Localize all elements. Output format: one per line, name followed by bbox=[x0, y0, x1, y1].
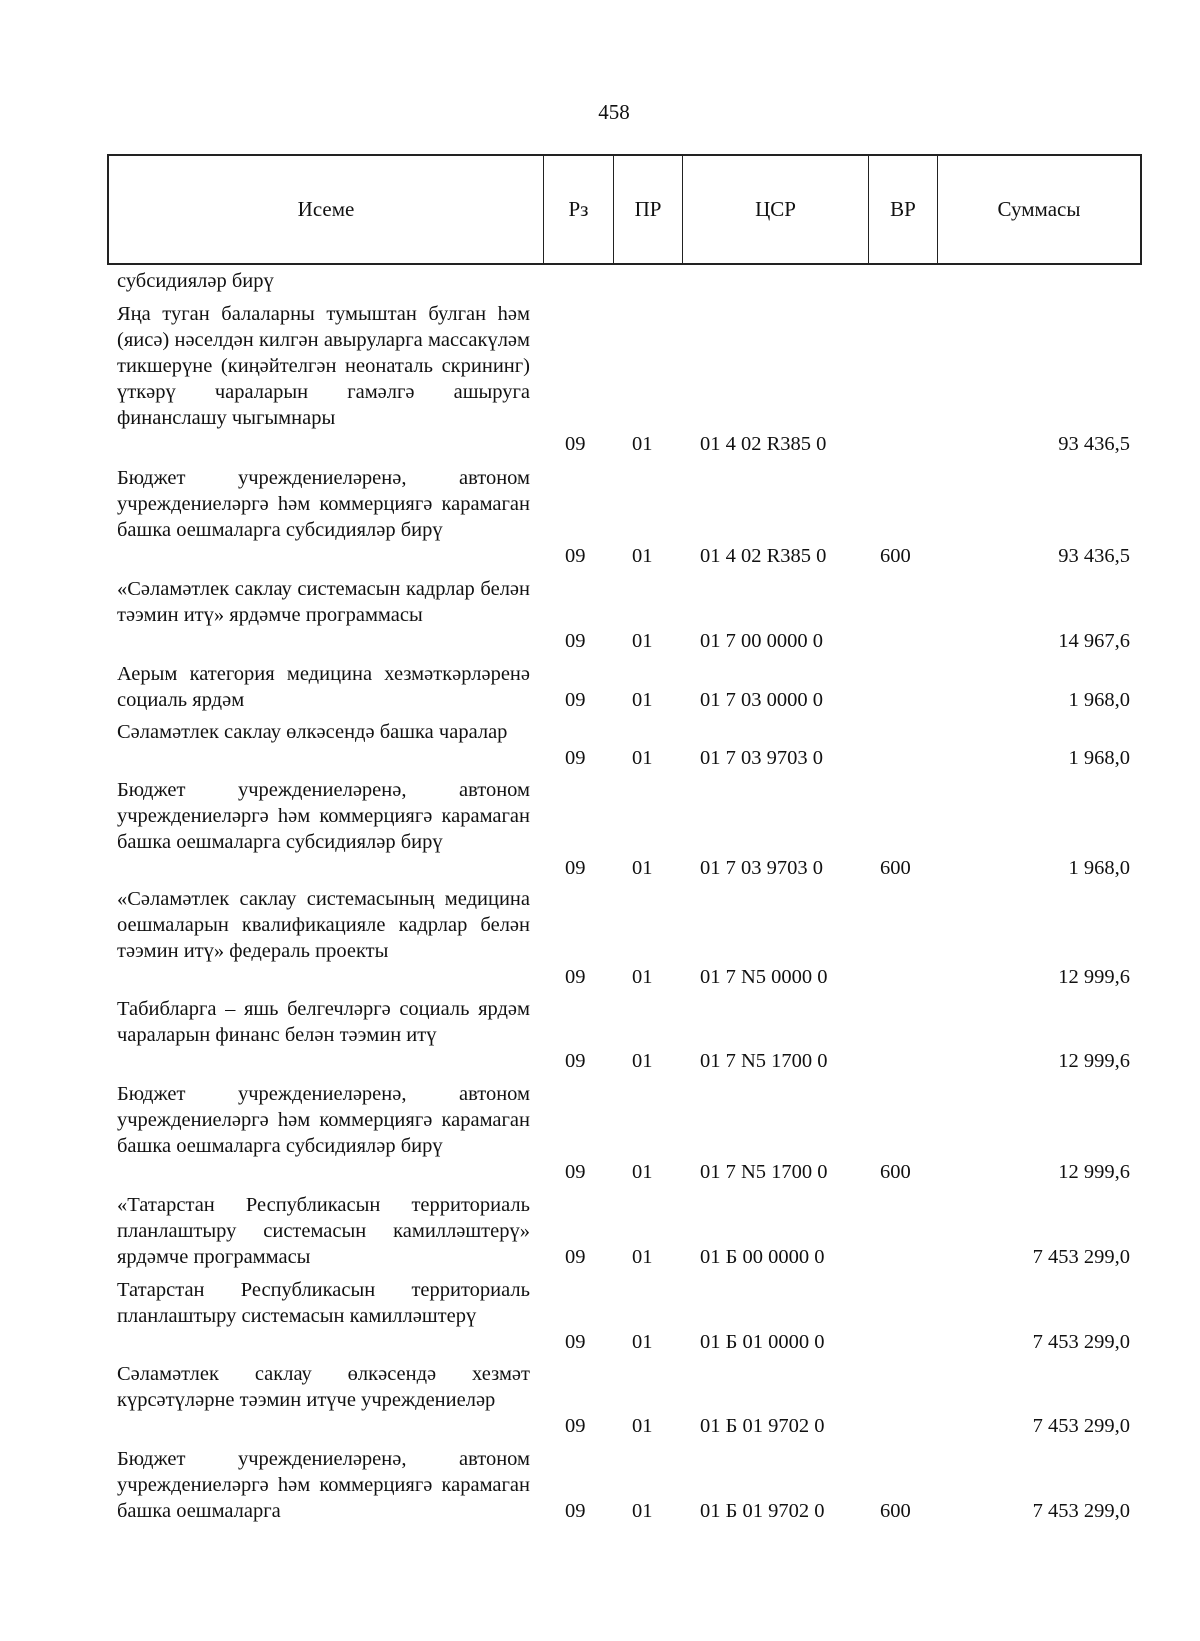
row-csr: 01 7 N5 1700 0 bbox=[700, 1050, 828, 1072]
row-pr: 01 bbox=[632, 1246, 653, 1268]
row-sum: 14 967,6 bbox=[1058, 630, 1130, 652]
row-csr: 01 4 02 R385 0 bbox=[700, 545, 827, 567]
row-csr: 01 7 00 0000 0 bbox=[700, 630, 823, 652]
row-name: «Сәламәтлек саклау системасының медицина оешмаларын квалификацияле кадрлар белән тәэмин итү» федераль проекты bbox=[117, 888, 530, 962]
row-rz: 09 bbox=[565, 1331, 586, 1353]
row-pr: 01 bbox=[632, 1331, 653, 1353]
row-pr: 01 bbox=[632, 1500, 653, 1522]
column-header-rz: Рз bbox=[544, 156, 614, 263]
row-pr: 01 bbox=[632, 689, 653, 711]
row-vr: 600 bbox=[880, 1500, 911, 1522]
row-name: субсидияләр бирү bbox=[117, 270, 274, 292]
row-rz: 09 bbox=[565, 966, 586, 988]
row-csr: 01 4 02 R385 0 bbox=[700, 433, 827, 455]
row-sum: 7 453 299,0 bbox=[1032, 1331, 1130, 1353]
row-sum: 12 999,6 bbox=[1058, 1050, 1130, 1072]
row-csr: 01 7 03 9703 0 bbox=[700, 857, 823, 879]
row-rz: 09 bbox=[565, 1500, 586, 1522]
row-csr: 01 7 N5 0000 0 bbox=[700, 966, 828, 988]
row-rz: 09 bbox=[565, 1415, 586, 1437]
row-name: «Сәламәтлек саклау системасын кадрлар белән тәэмин итү» ярдәмче программасы bbox=[117, 578, 530, 626]
row-pr: 01 bbox=[632, 433, 653, 455]
row-csr: 01 Б 01 0000 0 bbox=[700, 1331, 825, 1353]
row-csr: 01 Б 01 9702 0 bbox=[700, 1500, 825, 1522]
row-rz: 09 bbox=[565, 545, 586, 567]
row-pr: 01 bbox=[632, 545, 653, 567]
row-sum: 1 968,0 bbox=[1068, 689, 1130, 711]
row-rz: 09 bbox=[565, 1161, 586, 1183]
row-rz: 09 bbox=[565, 630, 586, 652]
row-name: Табибларга – яшь белгечләргә социаль ярдәм чараларын финанс белән тәэмин итү bbox=[117, 998, 530, 1046]
row-pr: 01 bbox=[632, 857, 653, 879]
row-name: Бюджет учреждениеләренә, автоном учреждениеләргә һәм коммерциягә карамаган башка оешмаларга субсидияләр бирү bbox=[117, 467, 530, 541]
row-sum: 12 999,6 bbox=[1058, 1161, 1130, 1183]
row-sum: 7 453 299,0 bbox=[1032, 1246, 1130, 1268]
row-rz: 09 bbox=[565, 857, 586, 879]
row-csr: 01 7 N5 1700 0 bbox=[700, 1161, 828, 1183]
row-csr: 01 7 03 0000 0 bbox=[700, 689, 823, 711]
row-vr: 600 bbox=[880, 857, 911, 879]
row-sum: 12 999,6 bbox=[1058, 966, 1130, 988]
row-vr: 600 bbox=[880, 1161, 911, 1183]
row-pr: 01 bbox=[632, 630, 653, 652]
row-rz: 09 bbox=[565, 747, 586, 769]
row-sum: 93 436,5 bbox=[1058, 433, 1130, 455]
column-header-sum: Суммасы bbox=[997, 197, 1081, 221]
row-name: Татарстан Республикасын территориаль планлаштыру системасын камилләштерү bbox=[117, 1279, 530, 1327]
column-header-pr: ПР bbox=[614, 156, 683, 263]
page-number: 458 bbox=[598, 100, 630, 124]
column-header-vr: ВР bbox=[869, 156, 938, 263]
row-csr: 01 Б 01 9702 0 bbox=[700, 1415, 825, 1437]
row-sum: 1 968,0 bbox=[1068, 747, 1130, 769]
row-rz: 09 bbox=[565, 1246, 586, 1268]
table-header bbox=[107, 154, 1142, 265]
row-name: Аерым категория медицина хезмәткәрләренә социаль ярдәм bbox=[117, 663, 530, 711]
row-sum: 1 968,0 bbox=[1068, 857, 1130, 879]
row-pr: 01 bbox=[632, 1415, 653, 1437]
row-name: Яңа туган балаларны тумыштан булган һәм (яисә) нәселдән килгән авыруларга массакүләм тикшерүне (киңәйтелгән неонаталь скрининг) үткәрү чараларын гамәлгә ашыруга финанслашу чыгымнары bbox=[117, 303, 530, 429]
row-pr: 01 bbox=[632, 747, 653, 769]
row-csr: 01 7 03 9703 0 bbox=[700, 747, 823, 769]
row-sum: 93 436,5 bbox=[1058, 545, 1130, 567]
row-pr: 01 bbox=[632, 1161, 653, 1183]
row-name: Сәламәтлек саклау өлкәсендә хезмәт күрсәтүләрне тәэмин итүче учреждениеләр bbox=[117, 1363, 530, 1411]
row-sum: 7 453 299,0 bbox=[1032, 1415, 1130, 1437]
row-sum: 7 453 299,0 bbox=[1032, 1500, 1130, 1522]
row-name: Бюджет учреждениеләренә, автоном учреждениеләргә һәм коммерциягә карамаган башка оешмаларга субсидияләр бирү bbox=[117, 779, 530, 853]
column-header-name: Исеме bbox=[109, 156, 544, 263]
row-name: «Татарстан Республикасын территориаль планлаштыру системасын камилләштерү» ярдәмче программасы bbox=[117, 1194, 530, 1268]
row-pr: 01 bbox=[632, 966, 653, 988]
row-name: Сәламәтлек саклау өлкәсендә башка чаралар bbox=[117, 721, 508, 743]
row-rz: 09 bbox=[565, 433, 586, 455]
row-csr: 01 Б 00 0000 0 bbox=[700, 1246, 825, 1268]
row-rz: 09 bbox=[565, 689, 586, 711]
column-header-csr: ЦСР bbox=[683, 156, 869, 263]
row-vr: 600 bbox=[880, 545, 911, 567]
row-rz: 09 bbox=[565, 1050, 586, 1072]
row-name: Бюджет учреждениеләренә, автоном учреждениеләргә һәм коммерциягә карамаган башка оешмаларга субсидияләр бирү bbox=[117, 1083, 530, 1157]
row-name: Бюджет учреждениеләренә, автоном учреждениеләргә һәм коммерциягә карамаган башка оешмаларга bbox=[117, 1448, 530, 1522]
row-pr: 01 bbox=[632, 1050, 653, 1072]
